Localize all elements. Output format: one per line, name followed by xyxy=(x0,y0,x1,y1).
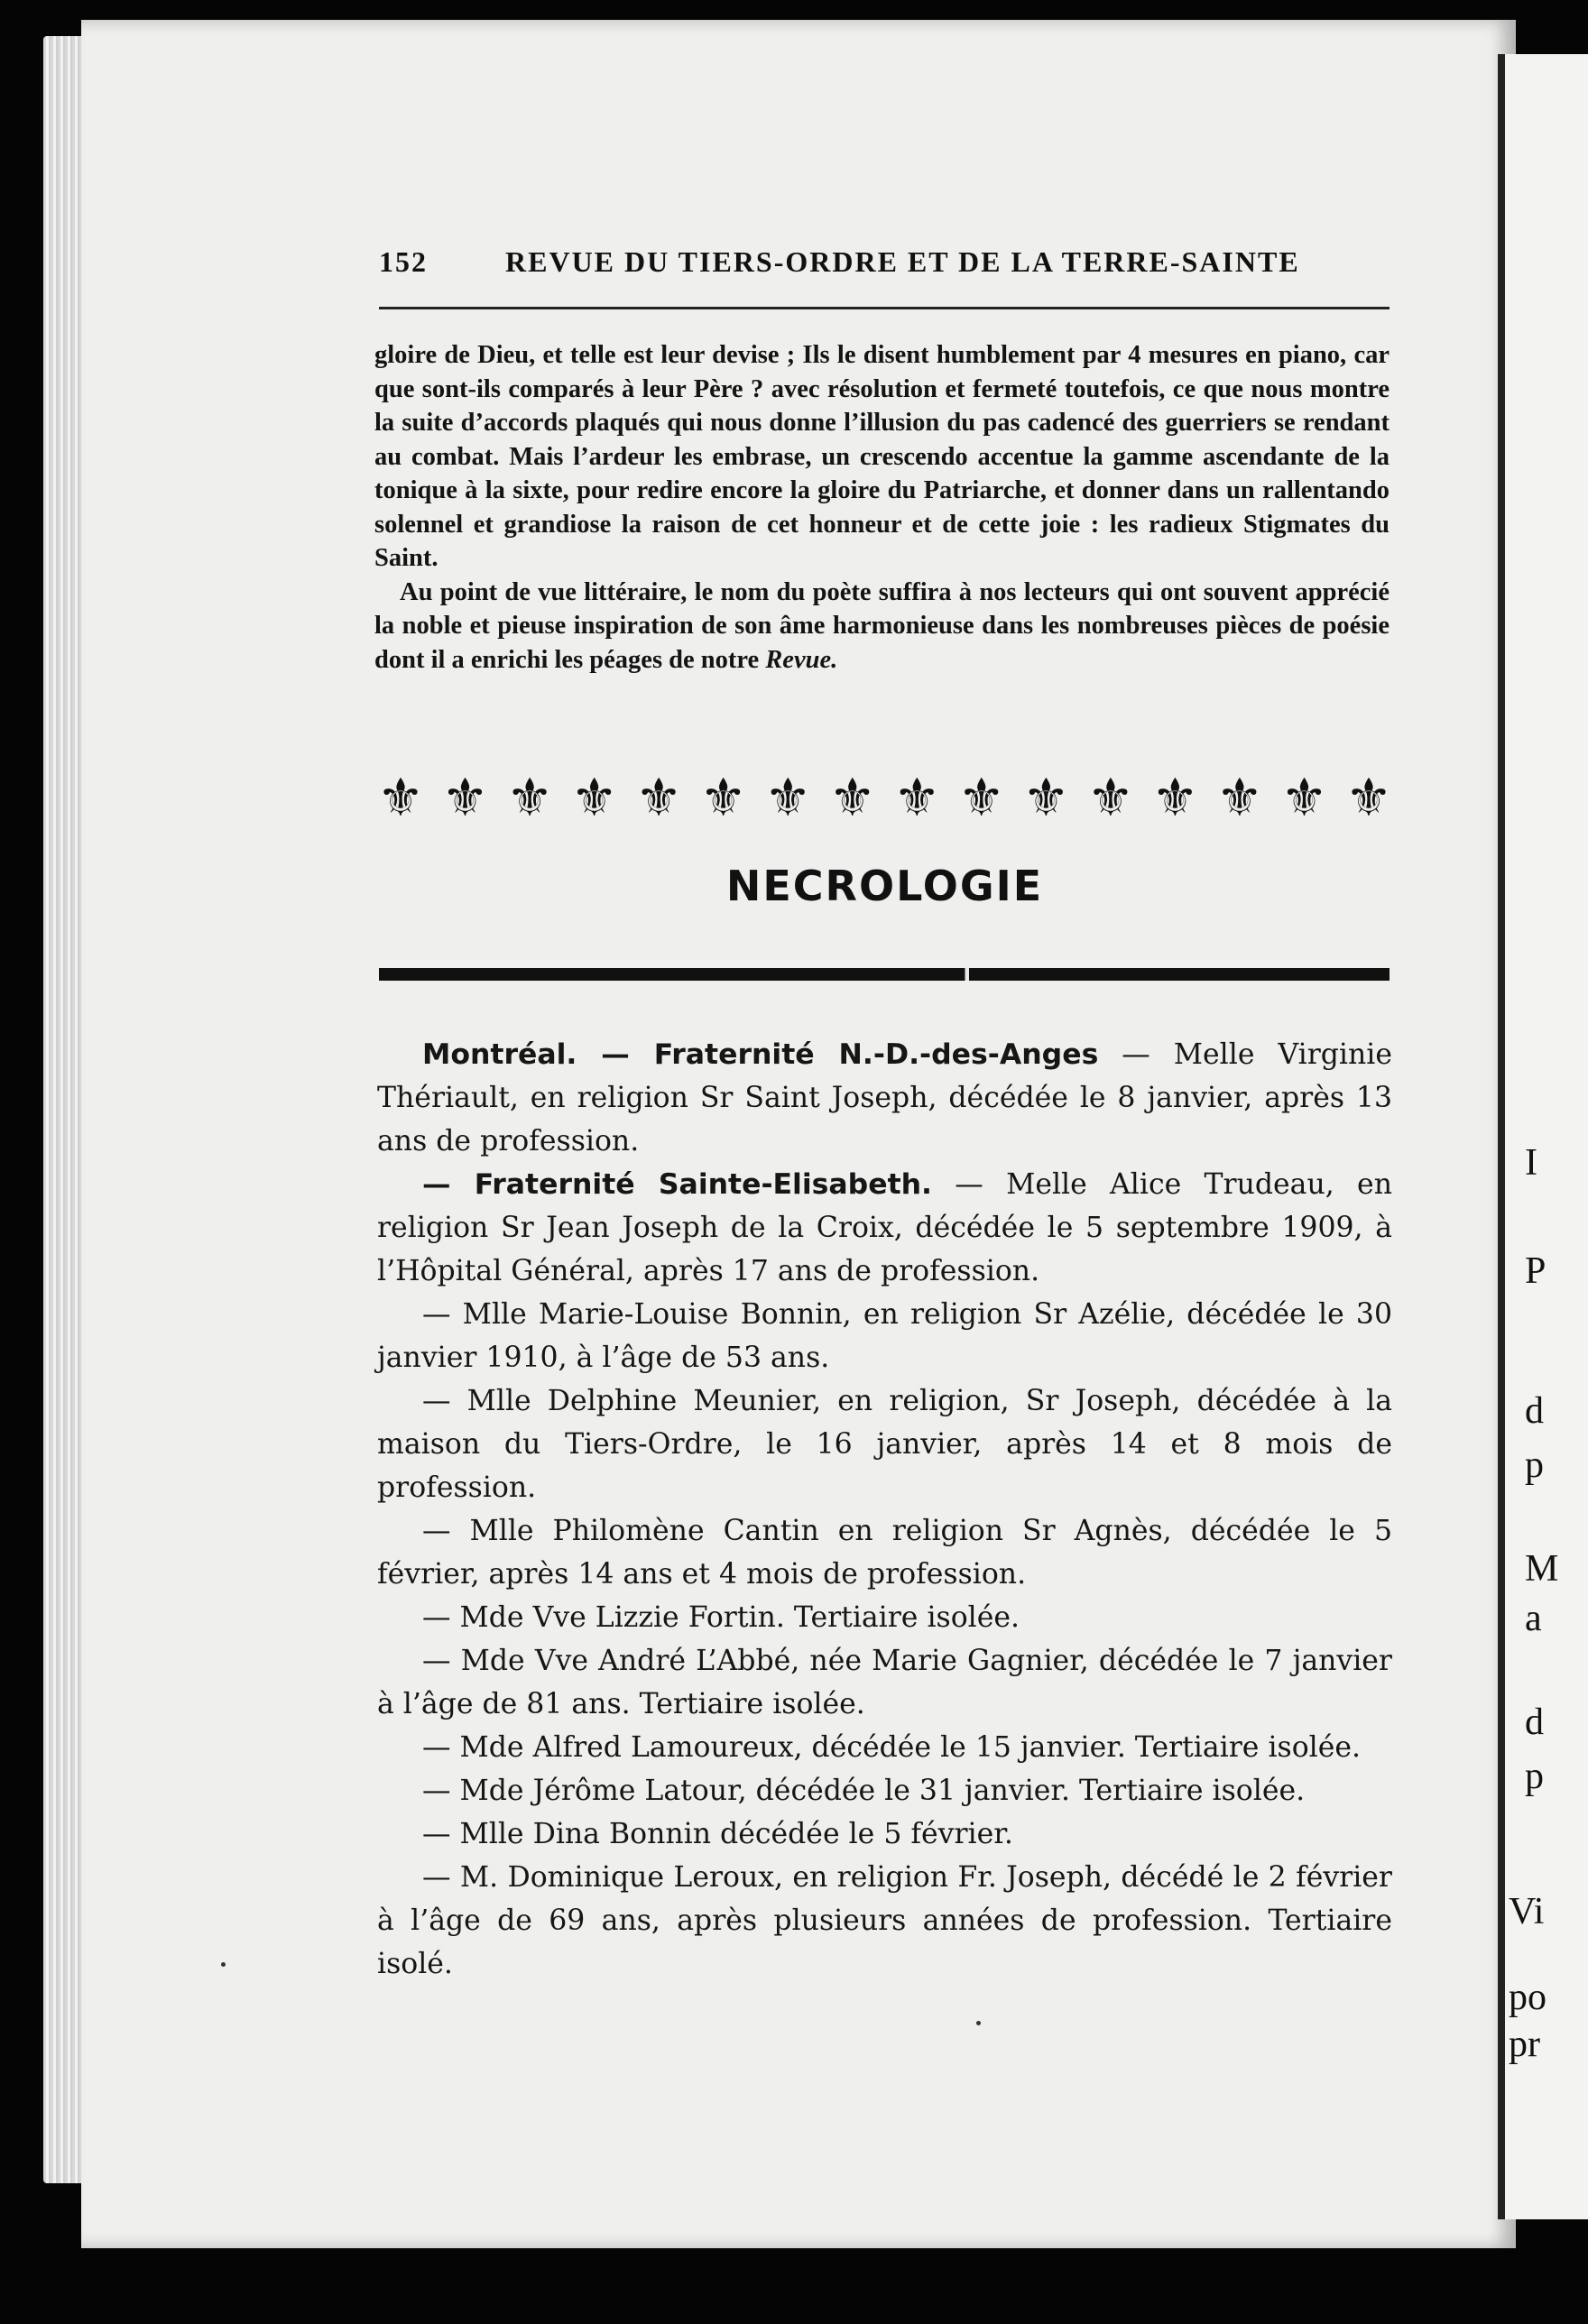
necrology-entry xyxy=(377,1033,1392,1163)
necrology-entry xyxy=(377,1163,1392,1293)
fleur-de-lis-icon: ⚜ xyxy=(441,769,489,827)
entry-text: — Mlle Philomène Cantin en religion Sr Agnès, décédée le 5 février, après 14 ans et 4 mois de profession. xyxy=(377,1515,1392,1591)
facing-page-fragment: M xyxy=(1525,1548,1559,1590)
entry-text: — Melle Alice Trudeau, en religion Sr Jean Joseph de la Croix, décédée le 5 septembre 1909, à l’Hôpital Général, après 17 ans de profession. xyxy=(377,1168,1392,1287)
facing-page-fragment: pr xyxy=(1509,2024,1540,2065)
necrology-list xyxy=(377,1033,1392,1986)
fleur-de-lis-icon: ⚜ xyxy=(828,769,876,827)
fleur-de-lis-icon: ⚜ xyxy=(893,769,941,827)
necrology-entry xyxy=(377,1596,1392,1639)
fleur-de-lis-icon: ⚜ xyxy=(1086,769,1134,827)
intro-text xyxy=(374,338,1390,677)
facing-page-fragment: a xyxy=(1525,1598,1542,1639)
entry-text: — Mlle Delphine Meunier, en religion, Sr Joseph, décédée à la maison du Tiers-Ordre, le 16 janvier, après 14 et 8 mois de profession. xyxy=(377,1385,1392,1504)
review-title: Revue. xyxy=(765,645,838,674)
necrology-entry xyxy=(377,1769,1392,1812)
necrology-entry xyxy=(377,1639,1392,1726)
facing-page xyxy=(1498,54,1588,2219)
entry-text: — Mde Vve André L’Abbé, née Marie Gagnier, décédée le 7 janvier à l’âge de 81 ans. Tertiaire isolée. xyxy=(377,1645,1392,1720)
entry-text: — M. Dominique Leroux, en religion Fr. Joseph, décédé le 2 février à l’âge de 69 ans, après plusieurs années de profession. Tertiaire isolé. xyxy=(377,1861,1392,1980)
section-title: NECROLOGIE xyxy=(725,862,1044,910)
entry-text: — Mde Vve Lizzie Fortin. Tertiaire isolée. xyxy=(422,1601,1020,1634)
necrology-entry xyxy=(377,1856,1392,1986)
fleur-de-lis-icon: ⚜ xyxy=(377,769,424,827)
facing-page-fragment: p xyxy=(1525,1444,1544,1486)
fleur-de-lis-icon: ⚜ xyxy=(635,769,683,827)
facing-page-fragment: P xyxy=(1525,1250,1546,1292)
fleur-de-lis-icon: ⚜ xyxy=(1022,769,1070,827)
running-title: REVUE DU TIERS-ORDRE ET DE LA TERRE-SAINTE xyxy=(505,245,1300,278)
fleur-de-lis-icon: ⚜ xyxy=(957,769,1005,827)
entry-heading: Montréal. — Fraternité N.-D.-des-Anges xyxy=(422,1038,1099,1071)
facing-page-fragment: Vi xyxy=(1509,1891,1545,1932)
fleur-de-lis-icon: ⚜ xyxy=(570,769,618,827)
facing-page-fragment: d xyxy=(1525,1702,1544,1743)
intro-paragraph: gloire de Dieu, et telle est leur devise ; Ils le disent humblement par 4 mesures en piano, car que sont-ils comparés à leur Père ? avec résolution et fermeté toutefois, ce que nous montre la suite d’accords plaqués qui nous donne l’illusion du pas cadencé des guerriers se rendant au combat. Mais l’ardeur les embrase, un crescendo accentue la gamme ascendante de la tonique à la sixte, pour redire encore la gloire du Patriarche, et donner dans un rallentando solennel et grandiose la raison de cet honneur et de cette joie : les radieux Stigmates du Saint. xyxy=(374,341,1390,572)
necrology-entry xyxy=(377,1379,1392,1509)
entry-text: — Mlle Marie-Louise Bonnin, en religion Sr Azélie, décédée le 30 janvier 1910, à l’âge de 53 ans. xyxy=(377,1298,1392,1374)
fleur-de-lis-icon: ⚜ xyxy=(1151,769,1199,827)
fleur-de-lis-icon: ⚜ xyxy=(1344,769,1392,827)
necrology-entry xyxy=(377,1509,1392,1596)
section-rule xyxy=(379,968,1390,981)
entry-text: — Mlle Dina Bonnin décédée le 5 février. xyxy=(422,1818,1013,1850)
entry-text: — Mde Alfred Lamoureux, décédée le 15 janvier. Tertiaire isolée. xyxy=(422,1731,1362,1764)
intro-paragraph xyxy=(374,576,1390,678)
header-rule xyxy=(379,307,1390,309)
facing-page-fragment: I xyxy=(1525,1142,1537,1184)
fleur-de-lis-icon: ⚜ xyxy=(699,769,747,827)
necrology-entry xyxy=(377,1293,1392,1379)
entry-text: — Mde Jérôme Latour, décédée le 31 janvier. Tertiaire isolée. xyxy=(422,1775,1306,1807)
facing-page-fragment: d xyxy=(1525,1390,1544,1432)
fleur-de-lis-icon: ⚜ xyxy=(1215,769,1263,827)
facing-page-fragment: p xyxy=(1525,1756,1544,1797)
speck xyxy=(221,1962,226,1967)
intro-paragraph-text: Au point de vue littéraire, le nom du poète suffira à nos lecteurs qui ont souvent apprécié la noble et pieuse inspiration de son âme harmonieuse dans les nombreuses pièces de poésie dont il a enrichi les péages de notre xyxy=(374,577,1390,674)
entry-text: — Melle Virginie Thériault, en religion Sr Saint Joseph, décédée le 8 janvier, après 13 ans de profession. xyxy=(377,1038,1392,1157)
fleur-de-lis-icon: ⚜ xyxy=(1280,769,1328,827)
entry-heading: — Fraternité Sainte-Elisabeth. xyxy=(422,1168,933,1201)
fleur-de-lis-icon: ⚜ xyxy=(764,769,812,827)
necrology-entry xyxy=(377,1726,1392,1769)
page-number: 152 xyxy=(379,245,428,278)
fleur-de-lis-icon: ⚜ xyxy=(506,769,554,827)
speck xyxy=(976,2021,981,2025)
necrology-entry xyxy=(377,1812,1392,1856)
fleur-de-lis-ornament-row xyxy=(377,767,1392,830)
running-header xyxy=(379,245,1390,290)
facing-page-fragment: po xyxy=(1509,1977,1546,2018)
